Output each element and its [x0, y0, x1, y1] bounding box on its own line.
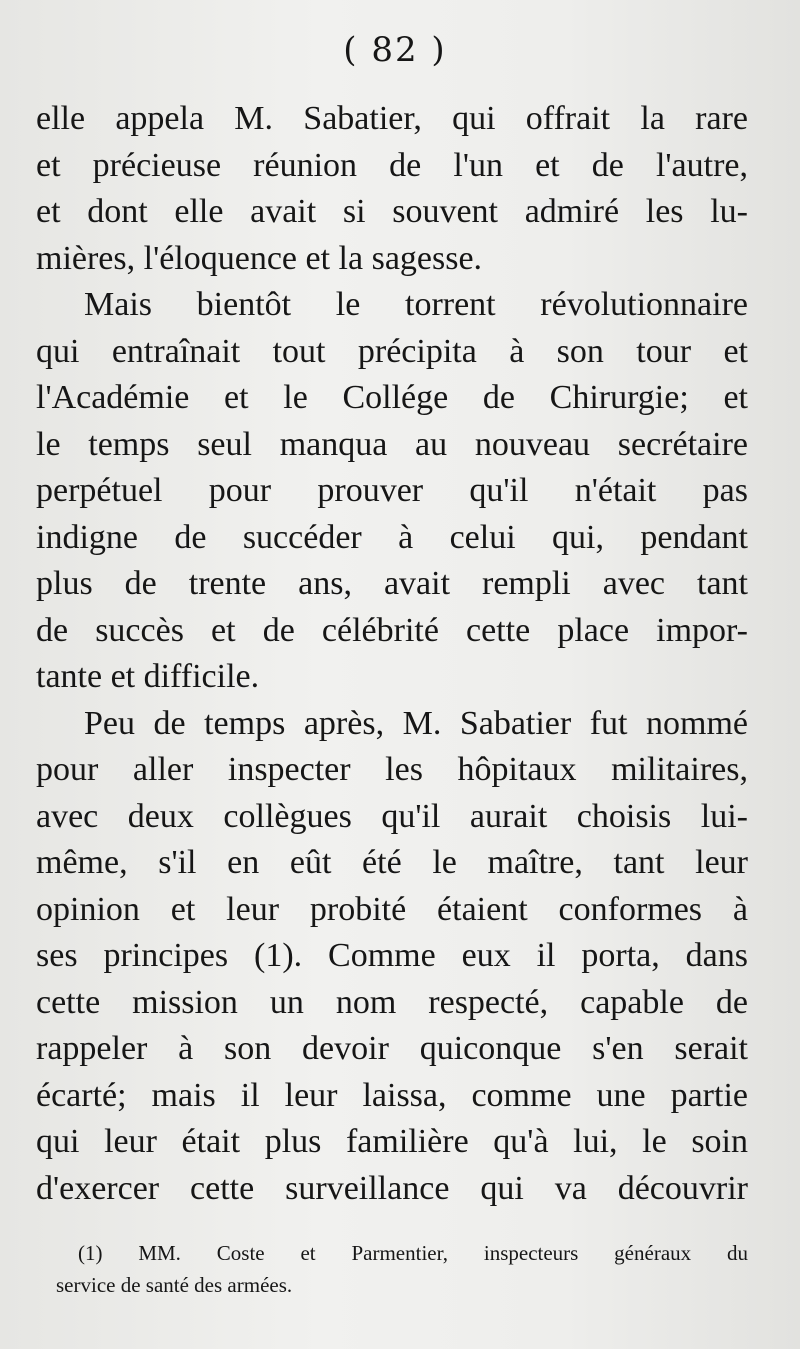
body-text — [36, 96, 748, 1212]
text-line: le temps seul manqua au nouveau secrétaire — [36, 425, 748, 463]
text-line: perpétuel pour prouver qu'il n'était pas — [36, 472, 748, 509]
text-line: Mais bientôt le torrent révolutionnaire — [84, 286, 748, 323]
text-line: rappeler à son devoir quiconque s'en serait — [36, 1030, 748, 1067]
text-line: qui entraînait tout précipita à son tour et — [36, 332, 748, 370]
text-line: cette mission un nom respecté, capable de — [36, 983, 748, 1021]
footnote — [56, 1237, 748, 1301]
page-number: ( 82 ) — [343, 30, 447, 70]
text-line: Peu de temps après, M. Sabatier fut nommé — [84, 704, 748, 742]
text-line: ses principes (1). Comme eux il porta, dans — [36, 937, 748, 974]
text-line: tante et difficile. — [36, 658, 260, 695]
text-line: de succès et de célébrité cette place impor- — [36, 611, 748, 649]
text-line: pour aller inspecter les hôpitaux militaires, — [36, 751, 748, 788]
text-line: elle appela M. Sabatier, qui offrait la rare — [36, 100, 748, 137]
text-line: l'Académie et le Collége de Chirurgie; et — [36, 379, 748, 416]
text-line: d'exercer cette surveillance qui va découvrir — [36, 1169, 748, 1207]
text-line: plus de trente ans, avait rempli avec tant — [36, 565, 748, 602]
text-line: mières, l'éloquence et la sagesse. — [36, 239, 483, 277]
footnote-line: (1) MM. Coste et Parmentier, inspecteurs généraux du — [78, 1241, 748, 1265]
text-line: qui leur était plus familière qu'à lui, le soin — [36, 1123, 748, 1160]
text-line: indigne de succéder à celui qui, pendant — [36, 518, 748, 556]
text-line: même, s'il en eût été le maître, tant leur — [36, 844, 748, 881]
footnote-line: service de santé des armées. — [56, 1273, 293, 1297]
text-line: opinion et leur probité étaient conformes à — [36, 890, 748, 928]
text-line: et dont elle avait si souvent admiré les lu- — [36, 193, 748, 230]
text-line: avec deux collègues qu'il aurait choisis lui- — [36, 797, 748, 835]
text-line: écarté; mais il leur laissa, comme une partie — [36, 1076, 748, 1114]
text-line: et précieuse réunion de l'un et de l'autre, — [36, 146, 748, 184]
